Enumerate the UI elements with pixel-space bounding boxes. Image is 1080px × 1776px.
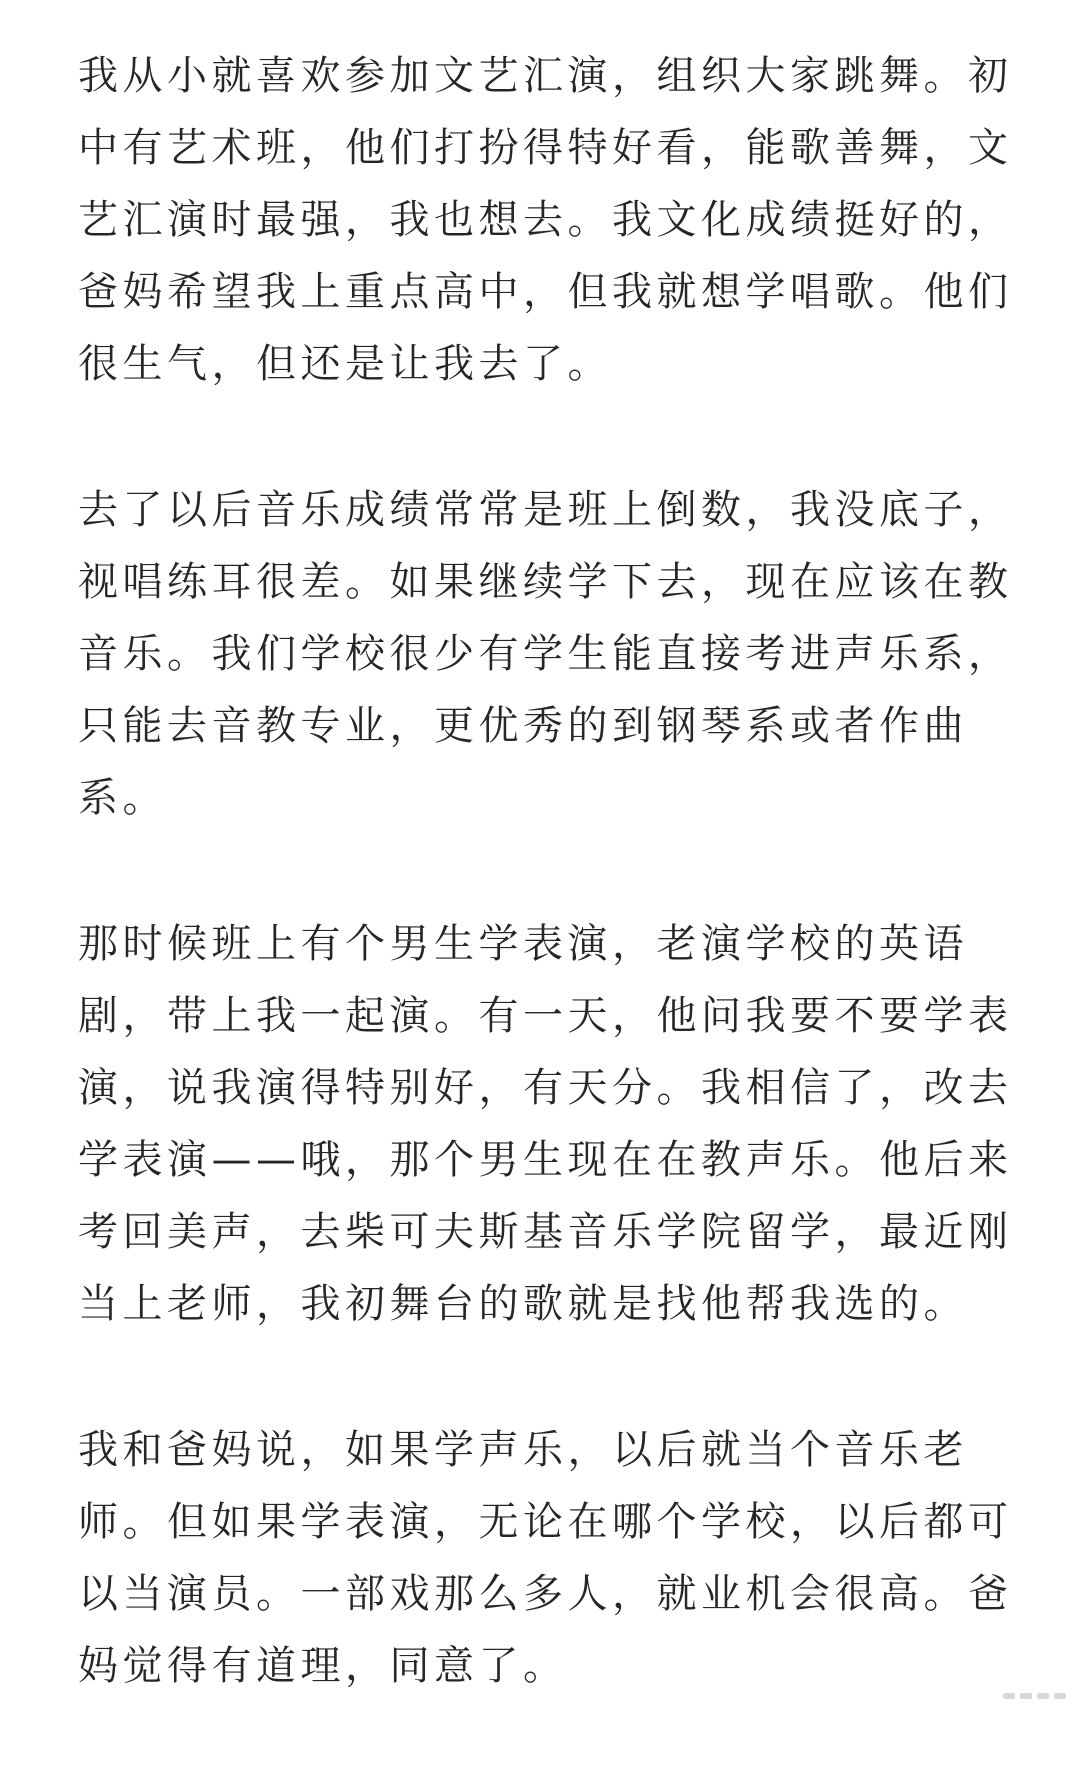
article-body [78,40,1013,1776]
text-line: 艺汇演时最强，我也想去。我文化成绩挺好的， [78,197,1013,243]
text-line: 视唱练耳很差。如果继续学下去，现在应该在教 [78,559,1013,605]
text-line: 妈觉得有道理，同意了。 [78,1643,568,1689]
text-line: 去了以后音乐成绩常常是班上倒数，我没底子， [78,487,1013,533]
watermark-mark [1020,1693,1032,1699]
watermark [1003,1693,1066,1699]
text-line: 剧，带上我一起演。有一天，他问我要不要学表 [78,993,1013,1039]
text-line: 当上老师，我初舞台的歌就是找他帮我选的。 [78,1281,968,1327]
text-line: 爸妈希望我上重点高中，但我就想学唱歌。他们 [78,269,1013,315]
text-line: 音乐。我们学校很少有学生能直接考进声乐系， [78,631,1013,677]
text-line: 学表演——哦，那个男生现在在教声乐。他后来 [78,1137,1013,1183]
text-line: 师。但如果学表演，无论在哪个学校，以后都可 [78,1499,1013,1545]
text-line: 很生气，但还是让我去了。 [78,341,612,387]
text-line: 演，说我演得特别好，有天分。我相信了，改去 [78,1065,1013,1111]
text-line: 我从小就喜欢参加文艺汇演，组织大家跳舞。初 [78,53,1013,99]
watermark-mark [1037,1693,1049,1699]
text-line: 那时候班上有个男生学表演，老演学校的英语 [78,921,968,967]
paragraph-4 [78,1414,1013,1702]
text-line: 以当演员。一部戏那么多人，就业机会很高。爸 [78,1571,1013,1617]
watermark-mark [1003,1693,1015,1699]
paragraph-1 [78,40,1013,400]
watermark-mark [1054,1693,1066,1699]
paragraph-3 [78,908,1013,1340]
text-line: 系。 [78,775,167,821]
text-line: 中有艺术班，他们打扮得特好看，能歌善舞，文 [78,125,1013,171]
paragraph-2 [78,474,1013,834]
text-line: 考回美声，去柴可夫斯基音乐学院留学，最近刚 [78,1209,1013,1255]
text-line: 只能去音教专业，更优秀的到钢琴系或者作曲 [78,703,968,749]
text-line: 我和爸妈说，如果学声乐，以后就当个音乐老 [78,1427,968,1473]
